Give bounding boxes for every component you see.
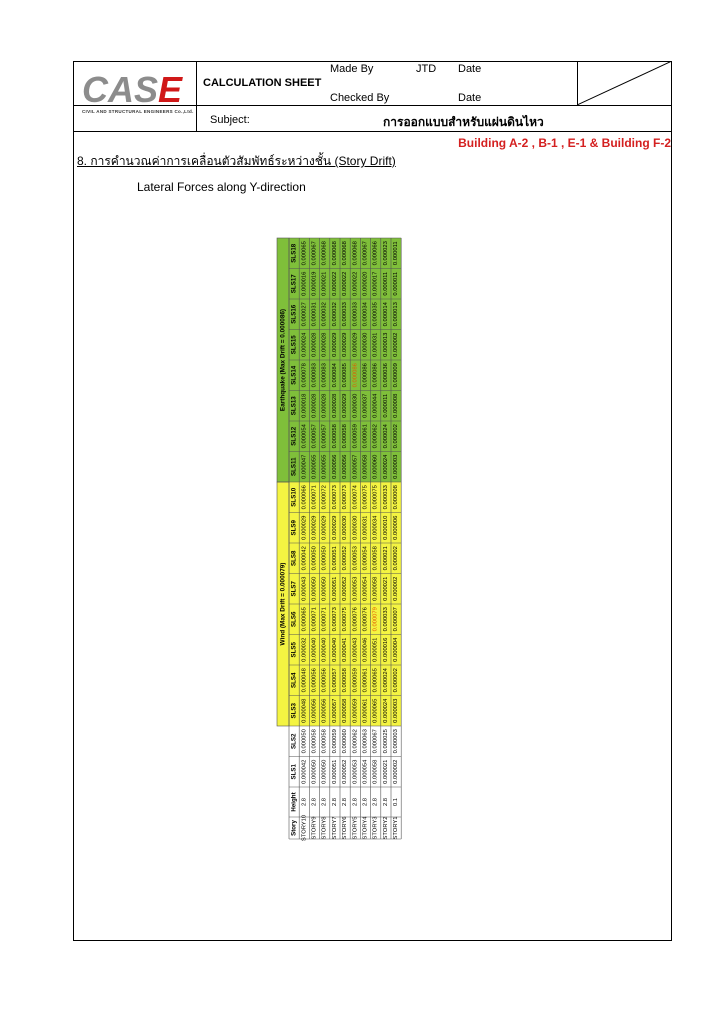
table-cell: 0.000008 bbox=[393, 485, 400, 510]
wind-group-label: Wind (Max Drift = 0.000079) bbox=[279, 562, 287, 646]
table-cell: 0.000065 bbox=[301, 241, 308, 266]
table-cell: 0.000057 bbox=[311, 424, 318, 449]
column-header: SLS8 bbox=[290, 550, 298, 566]
table-cell: 0.000033 bbox=[352, 302, 359, 327]
table-cell: 0.000042 bbox=[301, 759, 308, 784]
table-cell: 0.000059 bbox=[352, 668, 359, 693]
column-header: SLS7 bbox=[290, 581, 298, 597]
table-cell: 0.000037 bbox=[362, 393, 369, 418]
table-cell: 0.000050 bbox=[321, 576, 328, 601]
table-cell: 0.000024 bbox=[382, 698, 389, 723]
table-cell: 0.000016 bbox=[382, 637, 389, 662]
table-cell: 0.000035 bbox=[372, 302, 379, 327]
column-header: SLS17 bbox=[290, 274, 298, 294]
table-cell: 0.000054 bbox=[362, 576, 369, 601]
table-cell: 0.000053 bbox=[352, 759, 359, 784]
table-cell: 0.000028 bbox=[311, 393, 318, 418]
story-label: STORY8 bbox=[321, 816, 328, 840]
sheet-title: CALCULATION SHEET bbox=[203, 77, 322, 89]
column-header: SLS18 bbox=[290, 243, 298, 263]
table-cell: 0.000007 bbox=[393, 607, 400, 632]
table-cell: 0.000075 bbox=[362, 485, 369, 510]
table-cell: 0.000031 bbox=[372, 332, 379, 357]
table-cell: 0.000075 bbox=[372, 485, 379, 510]
table-cell: 0.000050 bbox=[301, 729, 308, 754]
table-cell: 0.000079 bbox=[372, 607, 379, 632]
table-cell: 0.000051 bbox=[331, 576, 338, 601]
date-label-1: Date bbox=[458, 63, 482, 75]
table-cell: 0.000061 bbox=[362, 424, 369, 449]
table-cell: 2.8 bbox=[372, 797, 379, 807]
table-cell: 0.000052 bbox=[342, 576, 349, 601]
table-cell: 0.000058 bbox=[372, 759, 379, 784]
table-cell: 0.000054 bbox=[362, 759, 369, 784]
table-cell: 0.000050 bbox=[321, 759, 328, 784]
table-cell: 0.000025 bbox=[382, 729, 389, 754]
table-cell: 0.000083 bbox=[321, 363, 328, 388]
table-cell: 0.000022 bbox=[331, 271, 338, 296]
table-cell: 0.000060 bbox=[372, 454, 379, 479]
table-cell: 0.000002 bbox=[393, 759, 400, 784]
table-cell: 0.000013 bbox=[393, 302, 400, 327]
table-cell: 0.000051 bbox=[331, 546, 338, 571]
table-cell: 0.000032 bbox=[321, 302, 328, 327]
table-cell: 0.000057 bbox=[331, 668, 338, 693]
column-header: SLS4 bbox=[290, 672, 298, 688]
table-cell: 0.000050 bbox=[311, 759, 318, 784]
table-cell: 0.000059 bbox=[352, 698, 359, 723]
table-cell: 0.000024 bbox=[382, 424, 389, 449]
table-cell: 0.000044 bbox=[372, 393, 379, 418]
table-cell: 0.000067 bbox=[311, 241, 318, 266]
table-cell: 0.000048 bbox=[301, 698, 308, 723]
table-cell: 0.000046 bbox=[362, 637, 369, 662]
table-cell: 0.000030 bbox=[362, 332, 369, 357]
table-cell: 0.000085 bbox=[342, 363, 349, 388]
table-cell: 0.000076 bbox=[362, 607, 369, 632]
table-cell: 0.000051 bbox=[372, 637, 379, 662]
table-cell: 0.000017 bbox=[372, 271, 379, 296]
table-cell: 0.000003 bbox=[393, 698, 400, 723]
table-cell: 0.000083 bbox=[311, 363, 318, 388]
column-header: SLS13 bbox=[290, 396, 298, 416]
table-cell: 0.1 bbox=[393, 797, 400, 807]
table-cell: 0.000054 bbox=[362, 546, 369, 571]
table-cell: 0.000011 bbox=[393, 271, 400, 296]
column-header: SLS12 bbox=[290, 426, 298, 446]
table-cell: 0.000002 bbox=[393, 546, 400, 571]
table-cell: 2.8 bbox=[342, 797, 349, 807]
table-cell: 0.000040 bbox=[321, 637, 328, 662]
table-cell: 0.000055 bbox=[321, 454, 328, 479]
table-cell: 0.000040 bbox=[331, 637, 338, 662]
made-by-value: JTD bbox=[416, 63, 437, 75]
story-label: STORY3 bbox=[372, 816, 379, 840]
table-cell: 0.000057 bbox=[331, 698, 338, 723]
column-header: SLS16 bbox=[290, 304, 298, 324]
table-cell: 0.000050 bbox=[321, 546, 328, 571]
column-header: SLS10 bbox=[290, 487, 298, 507]
table-cell: 0.000003 bbox=[393, 454, 400, 479]
table-cell: 0.000021 bbox=[382, 546, 389, 571]
table-cell: 0.000074 bbox=[352, 485, 359, 510]
table-cell: 2.8 bbox=[362, 797, 369, 807]
story-label: STORY4 bbox=[362, 816, 369, 840]
checked-by-label: Checked By bbox=[330, 92, 390, 104]
table-cell: 0.000024 bbox=[382, 454, 389, 479]
table-cell: 0.000006 bbox=[393, 515, 400, 540]
table-cell: 0.000004 bbox=[393, 637, 400, 662]
table-cell: 0.000068 bbox=[342, 241, 349, 266]
table-cell: 2.8 bbox=[331, 797, 338, 807]
table-cell: 0.000067 bbox=[372, 729, 379, 754]
table-cell: 0.000086 bbox=[352, 363, 359, 388]
table-cell: 0.000058 bbox=[311, 729, 318, 754]
table-cell: 0.000059 bbox=[331, 729, 338, 754]
table-cell: 0.000056 bbox=[331, 454, 338, 479]
table-cell: 0.000058 bbox=[372, 576, 379, 601]
table-cell: 0.000030 bbox=[352, 393, 359, 418]
table-cell: 0.000011 bbox=[382, 271, 389, 296]
table-cell: 0.000052 bbox=[342, 546, 349, 571]
table-cell: 0.000036 bbox=[382, 363, 389, 388]
column-header: SLS1 bbox=[290, 764, 298, 780]
table-cell: 0.000029 bbox=[321, 515, 328, 540]
table-cell: 0.000022 bbox=[342, 271, 349, 296]
table-cell: 0.000041 bbox=[342, 637, 349, 662]
table-cell: 0.000029 bbox=[352, 332, 359, 357]
story-label: STORY7 bbox=[331, 816, 338, 840]
table-cell: 0.000028 bbox=[321, 393, 328, 418]
table-cell: 0.000065 bbox=[301, 607, 308, 632]
table-cell: 0.000031 bbox=[311, 302, 318, 327]
table-cell: 0.000073 bbox=[331, 485, 338, 510]
table-cell: 0.000028 bbox=[311, 332, 318, 357]
table-cell: 0.000058 bbox=[331, 424, 338, 449]
table-cell: 0.000022 bbox=[352, 271, 359, 296]
table-cell: 0.000073 bbox=[342, 485, 349, 510]
table-cell: 0.000011 bbox=[382, 393, 389, 418]
table-cell: 0.000057 bbox=[352, 454, 359, 479]
table-cell: 2.8 bbox=[382, 797, 389, 807]
table-cell: 2.8 bbox=[321, 797, 328, 807]
story-label: STORY6 bbox=[342, 816, 349, 840]
table-cell: 0.000010 bbox=[382, 515, 389, 540]
table-cell: 0.000065 bbox=[372, 668, 379, 693]
table-cell: 2.8 bbox=[311, 797, 318, 807]
table-cell: 0.000068 bbox=[352, 241, 359, 266]
column-header: SLS11 bbox=[290, 457, 298, 477]
date-label-2: Date bbox=[458, 92, 482, 104]
table-cell: 0.000030 bbox=[342, 515, 349, 540]
table-cell: 0.000009 bbox=[393, 363, 400, 388]
table-cell: 0.000072 bbox=[321, 485, 328, 510]
table-cell: 0.000029 bbox=[331, 332, 338, 357]
table-cell: 0.000021 bbox=[321, 271, 328, 296]
table-cell: 0.000073 bbox=[331, 607, 338, 632]
table-cell: 0.000034 bbox=[362, 302, 369, 327]
table-cell: 0.000056 bbox=[321, 668, 328, 693]
story-label: STORY1 bbox=[393, 816, 400, 840]
table-cell: 0.000030 bbox=[352, 515, 359, 540]
table-cell: 0.000029 bbox=[331, 515, 338, 540]
table-cell: 0.000003 bbox=[393, 729, 400, 754]
table-cell: 0.000053 bbox=[352, 576, 359, 601]
table-cell: 0.000018 bbox=[301, 393, 308, 418]
table-cell: 0.000053 bbox=[352, 546, 359, 571]
table-cell: 0.000076 bbox=[352, 607, 359, 632]
table-cell: 2.8 bbox=[301, 797, 308, 807]
table-cell: 0.000047 bbox=[301, 454, 308, 479]
table-cell: 0.000058 bbox=[342, 424, 349, 449]
subject-label: Subject: bbox=[210, 114, 250, 126]
section-title: 8. การคำนวณค่าการเคลื่อนตัวสัมพัทธ์ระหว่างชั้น (Story Drift) bbox=[77, 154, 396, 168]
story-label: STORY5 bbox=[352, 816, 359, 840]
table-cell: 0.000033 bbox=[342, 302, 349, 327]
column-header: SLS6 bbox=[290, 611, 298, 627]
table-cell: 0.000002 bbox=[393, 576, 400, 601]
table-cell: 0.000032 bbox=[301, 637, 308, 662]
table-cell: 0.000033 bbox=[382, 607, 389, 632]
table-cell: 0.000020 bbox=[362, 271, 369, 296]
table-cell: 0.000027 bbox=[301, 302, 308, 327]
table-cell: 0.000084 bbox=[331, 363, 338, 388]
table-cell: 0.000048 bbox=[301, 668, 308, 693]
table-cell: 0.000086 bbox=[372, 363, 379, 388]
table-cell: 0.000071 bbox=[311, 607, 318, 632]
table-cell: 0.000014 bbox=[382, 302, 389, 327]
table-cell: 0.000056 bbox=[342, 454, 349, 479]
table-cell: 0.000065 bbox=[372, 698, 379, 723]
table-cell: 0.000034 bbox=[372, 515, 379, 540]
table-cell: 0.000050 bbox=[311, 576, 318, 601]
story-label: STORY2 bbox=[382, 816, 389, 840]
table-cell: 0.000058 bbox=[321, 729, 328, 754]
table-cell: 0.000043 bbox=[301, 576, 308, 601]
table-cell: 2.8 bbox=[352, 797, 359, 807]
table-cell: 0.000068 bbox=[331, 241, 338, 266]
table-cell: 0.000055 bbox=[311, 454, 318, 479]
table-cell: 0.000029 bbox=[342, 393, 349, 418]
story-label: STORY9 bbox=[311, 816, 318, 840]
logo-e: E bbox=[158, 69, 183, 110]
column-header: Story bbox=[290, 820, 298, 836]
table-cell: 0.000029 bbox=[311, 515, 318, 540]
table-cell: 0.000028 bbox=[321, 332, 328, 357]
table-cell: 0.000056 bbox=[311, 668, 318, 693]
table-cell: 0.000040 bbox=[311, 637, 318, 662]
column-header: SLS14 bbox=[290, 365, 298, 385]
table-cell: 0.000031 bbox=[362, 515, 369, 540]
table-cell: 0.000068 bbox=[321, 241, 328, 266]
table-cell: 0.000043 bbox=[352, 637, 359, 662]
table-cell: 0.000024 bbox=[382, 668, 389, 693]
table-cell: 0.000056 bbox=[321, 698, 328, 723]
table-cell: 0.000029 bbox=[301, 515, 308, 540]
table-cell: 0.000013 bbox=[382, 332, 389, 357]
table-cell: 0.000033 bbox=[382, 485, 389, 510]
table-cell: 0.000058 bbox=[342, 668, 349, 693]
logo-subtitle: CIVIL AND STRUCTURAL ENGINEERS Co.,Ltd. bbox=[82, 109, 194, 114]
made-by-label: Made By bbox=[330, 63, 374, 75]
table-cell: 0.000016 bbox=[301, 271, 308, 296]
table-cell: 0.000071 bbox=[321, 607, 328, 632]
table-cell: 0.000011 bbox=[393, 241, 400, 266]
table-cell: 0.000078 bbox=[301, 363, 308, 388]
buildings-title: Building A-2 , B-1 , E-1 & Building F-2 bbox=[458, 136, 671, 150]
table-cell: 0.000051 bbox=[331, 759, 338, 784]
table-cell: 0.000029 bbox=[342, 332, 349, 357]
table-cell: 0.000023 bbox=[382, 241, 389, 266]
table-cell: 0.000024 bbox=[301, 332, 308, 357]
subtitle: Lateral Forces along Y-direction bbox=[137, 180, 306, 194]
table-cell: 0.000002 bbox=[393, 332, 400, 357]
table-cell: 0.000071 bbox=[311, 485, 318, 510]
subject-value: การออกแบบสำหรับแผ่นดินไหว bbox=[383, 115, 544, 129]
table-cell: 0.000058 bbox=[372, 546, 379, 571]
table-cell: 0.000042 bbox=[301, 546, 308, 571]
table-cell: 0.000067 bbox=[362, 241, 369, 266]
table-cell: 0.000028 bbox=[331, 393, 338, 418]
table-cell: 0.000062 bbox=[372, 424, 379, 449]
table-cell: 0.000058 bbox=[342, 698, 349, 723]
story-label: STORY10 bbox=[301, 814, 308, 842]
column-header: SLS2 bbox=[290, 733, 298, 749]
table-cell: 0.000019 bbox=[311, 271, 318, 296]
table-cell: 0.000062 bbox=[352, 729, 359, 754]
table-cell: 0.000066 bbox=[301, 485, 308, 510]
table-cell: 0.000063 bbox=[362, 729, 369, 754]
table-cell: 0.000057 bbox=[321, 424, 328, 449]
table-cell: 0.000075 bbox=[342, 607, 349, 632]
table-cell: 0.000008 bbox=[393, 393, 400, 418]
table-cell: 0.000060 bbox=[342, 729, 349, 754]
table-cell: 0.000061 bbox=[362, 668, 369, 693]
table-cell: 0.000056 bbox=[311, 698, 318, 723]
table-cell: 0.000050 bbox=[311, 546, 318, 571]
table-cell: 0.000058 bbox=[362, 454, 369, 479]
table-cell: 0.000032 bbox=[331, 302, 338, 327]
table-cell: 0.000054 bbox=[301, 424, 308, 449]
column-header: SLS15 bbox=[290, 335, 298, 355]
earthquake-group-label: Earthquake (Max Drift = 0.000086) bbox=[279, 308, 287, 412]
column-header: SLS9 bbox=[290, 520, 298, 536]
table-cell: 0.000002 bbox=[393, 424, 400, 449]
table-cell: 0.000061 bbox=[362, 698, 369, 723]
column-header: SLS5 bbox=[290, 642, 298, 658]
logo-word: CAS bbox=[82, 69, 159, 110]
column-header: SLS3 bbox=[290, 703, 298, 719]
table-cell: 0.000059 bbox=[352, 424, 359, 449]
table-cell: 0.000086 bbox=[362, 363, 369, 388]
column-header: Height bbox=[290, 792, 298, 812]
table-cell: 0.000021 bbox=[382, 576, 389, 601]
table-cell: 0.000002 bbox=[393, 668, 400, 693]
table-cell: 0.000021 bbox=[382, 759, 389, 784]
table-cell: 0.000066 bbox=[372, 241, 379, 266]
table-cell: 0.000052 bbox=[342, 759, 349, 784]
